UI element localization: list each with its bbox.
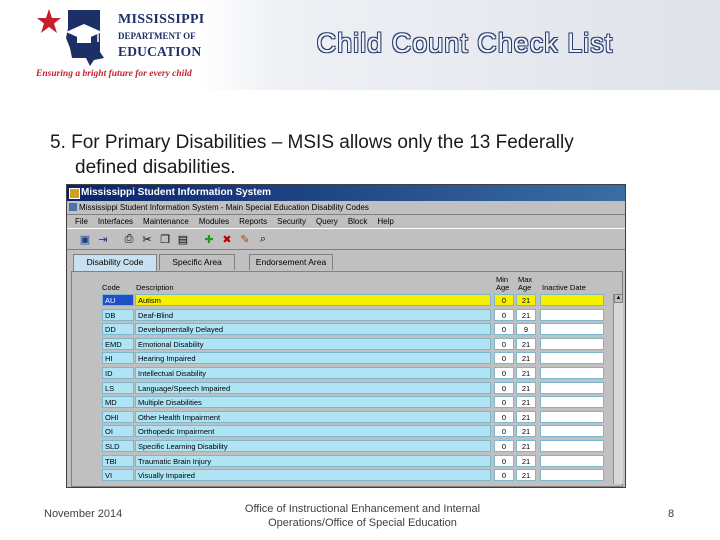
min-age-cell[interactable]: 0: [494, 382, 514, 394]
code-cell[interactable]: EMD: [102, 338, 134, 350]
footer-office-line-2: Operations/Office of Special Education: [268, 517, 457, 529]
header-band: [0, 0, 720, 90]
window-title: Mississippi Student Information System: [81, 187, 272, 198]
max-age-cell[interactable]: 21: [516, 382, 536, 394]
menu-file[interactable]: File: [75, 217, 88, 226]
bullet-point: [50, 130, 690, 180]
toolbar-separator: [193, 231, 199, 247]
paste-icon[interactable]: ▤: [177, 233, 189, 246]
description-cell[interactable]: Hearing Impaired: [135, 352, 491, 364]
footer-office-line-1: Office of Instructional Enhancement and Internal: [244, 503, 481, 515]
inactive-date-cell[interactable]: [540, 367, 604, 379]
description-cell[interactable]: Intellectual Disability: [135, 367, 491, 379]
max-age-cell[interactable]: 21: [516, 411, 536, 423]
inactive-date-cell[interactable]: [540, 338, 604, 350]
edit-icon[interactable]: ✎: [240, 233, 250, 246]
menu-bar: [67, 215, 625, 228]
menu-security[interactable]: Security: [277, 217, 307, 226]
logo-tagline: Ensuring a bright future for every child: [36, 69, 192, 79]
scroll-up-icon[interactable]: ▲: [615, 295, 622, 301]
tab-disability-code[interactable]: Disability Code: [73, 254, 157, 271]
min-age-cell[interactable]: 0: [494, 455, 514, 467]
column-max-age-line-2: Age: [518, 283, 532, 292]
menu-help[interactable]: Help: [377, 217, 394, 226]
code-cell[interactable]: ID: [102, 367, 134, 379]
min-age-cell[interactable]: 0: [494, 352, 514, 364]
min-age-cell[interactable]: 0: [494, 309, 514, 321]
code-cell[interactable]: LS: [102, 382, 134, 394]
max-age-cell[interactable]: 21: [516, 440, 536, 452]
min-age-cell[interactable]: 0: [494, 411, 514, 423]
code-cell[interactable]: MD: [102, 396, 134, 408]
min-age-cell[interactable]: 0: [494, 396, 514, 408]
code-cell[interactable]: OI: [102, 425, 134, 437]
copy-icon[interactable]: ❐: [160, 233, 170, 246]
max-age-cell[interactable]: 21: [516, 469, 536, 481]
menu-reports[interactable]: Reports: [239, 217, 268, 226]
inactive-date-cell[interactable]: [540, 309, 604, 321]
form-title: Mississippi Student Information System - Main Special Education Disability Codes: [79, 203, 369, 212]
form-icon: [69, 203, 77, 211]
description-cell[interactable]: Traumatic Brain Injury: [135, 455, 491, 467]
code-cell[interactable]: DB: [102, 309, 134, 321]
inactive-date-cell[interactable]: [540, 425, 604, 437]
code-cell[interactable]: VI: [102, 469, 134, 481]
inactive-date-cell[interactable]: [540, 440, 604, 452]
inactive-date-cell[interactable]: [540, 352, 604, 364]
min-age-cell[interactable]: 0: [494, 367, 514, 379]
description-cell[interactable]: Autism: [135, 294, 491, 306]
state-map-icon: [60, 8, 112, 68]
max-age-cell[interactable]: 9: [516, 323, 536, 335]
description-cell[interactable]: Deaf-Blind: [135, 309, 491, 321]
bullet-line-2: defined disabilities.: [75, 157, 236, 178]
menu-interfaces[interactable]: Interfaces: [97, 217, 134, 226]
description-cell[interactable]: Developmentally Delayed: [135, 323, 491, 335]
inactive-date-cell[interactable]: [540, 469, 604, 481]
menu-maintenance[interactable]: Maintenance: [143, 217, 189, 226]
inactive-date-cell[interactable]: [540, 382, 604, 394]
max-age-cell[interactable]: 21: [516, 294, 536, 306]
code-cell[interactable]: OHI: [102, 411, 134, 423]
insert-record-icon[interactable]: ✚: [204, 233, 214, 246]
menu-query[interactable]: Query: [316, 217, 338, 226]
description-cell[interactable]: Emotional Disability: [135, 338, 491, 350]
inactive-date-cell[interactable]: [540, 455, 604, 467]
description-cell[interactable]: Specific Learning Disability: [135, 440, 491, 452]
disability-code-panel: [71, 271, 623, 487]
description-cell[interactable]: Orthopedic Impairment: [135, 425, 491, 437]
min-age-cell[interactable]: 0: [494, 323, 514, 335]
msis-window: [66, 184, 626, 488]
max-age-cell[interactable]: 21: [516, 367, 536, 379]
min-age-cell[interactable]: 0: [494, 294, 514, 306]
min-age-cell[interactable]: 0: [494, 469, 514, 481]
slide-title: Child Count Check List: [316, 28, 614, 58]
app-icon: [69, 188, 80, 199]
code-cell[interactable]: HI: [102, 352, 134, 364]
menu-modules[interactable]: Modules: [198, 217, 230, 226]
inactive-date-cell[interactable]: [540, 396, 604, 408]
max-age-cell[interactable]: 21: [516, 338, 536, 350]
mde-logo: [30, 6, 210, 84]
save-icon[interactable]: ▣: [79, 233, 91, 246]
description-cell[interactable]: Visually Impaired: [135, 469, 491, 481]
menu-block[interactable]: Block: [347, 217, 368, 226]
page-number: 8: [668, 508, 675, 520]
min-age-cell[interactable]: 0: [494, 425, 514, 437]
column-min-age-line-2: Age: [496, 283, 510, 292]
bullet-line-1: 5. For Primary Disabilities – MSIS allows only the 13 Federally: [50, 132, 574, 153]
logo-line-1: MISSISSIPPI: [118, 12, 205, 27]
max-age-cell[interactable]: 21: [516, 309, 536, 321]
column-description: Description: [136, 283, 174, 292]
query-icon[interactable]: ⌕: [259, 232, 267, 245]
column-inactive-date: Inactive Date: [542, 283, 586, 292]
min-age-cell[interactable]: 0: [494, 338, 514, 350]
cut-icon[interactable]: ✂: [142, 233, 152, 246]
form-titlebar: [67, 201, 625, 215]
window-titlebar[interactable]: [67, 185, 625, 201]
inactive-date-cell[interactable]: [540, 411, 604, 423]
print-icon[interactable]: ⎙: [124, 232, 134, 245]
column-min-age: [496, 276, 509, 292]
logo-line-2: DEPARTMENT OF: [118, 31, 196, 41]
star-icon: [36, 8, 62, 34]
exit-icon[interactable]: ⇥: [98, 233, 108, 246]
description-cell[interactable]: Other Health Impairment: [135, 411, 491, 423]
code-cell[interactable]: AU: [102, 294, 134, 306]
description-cell[interactable]: Multiple Disabilities: [135, 396, 491, 408]
toolbar: [67, 228, 625, 250]
column-max-age: [518, 276, 532, 292]
max-age-cell[interactable]: 21: [516, 352, 536, 364]
code-cell[interactable]: TBI: [102, 455, 134, 467]
tab-specific-area[interactable]: Specific Area: [159, 254, 235, 270]
inactive-date-cell[interactable]: [540, 294, 604, 306]
code-cell[interactable]: SLD: [102, 440, 134, 452]
tab-endorsement-area[interactable]: Endorsement Area: [249, 254, 333, 270]
footer-office: [230, 502, 495, 530]
delete-record-icon[interactable]: ✖: [222, 233, 232, 246]
toolbar-separator: [113, 231, 119, 247]
column-min-age-line-1: Min: [496, 275, 509, 284]
footer-date: November 2014: [44, 508, 123, 520]
inactive-date-cell[interactable]: [540, 323, 604, 335]
max-age-cell[interactable]: 21: [516, 455, 536, 467]
tab-strip: [67, 254, 625, 270]
max-age-cell[interactable]: 21: [516, 425, 536, 437]
code-cell[interactable]: DD: [102, 323, 134, 335]
max-age-cell[interactable]: 21: [516, 396, 536, 408]
column-max-age-line-1: Max: [518, 275, 533, 284]
description-cell[interactable]: Language/Speech Impaired: [135, 382, 491, 394]
logo-line-3: EDUCATION: [118, 44, 202, 59]
vertical-scrollbar[interactable]: [613, 294, 623, 484]
min-age-cell[interactable]: 0: [494, 440, 514, 452]
column-code: Code: [102, 283, 120, 292]
